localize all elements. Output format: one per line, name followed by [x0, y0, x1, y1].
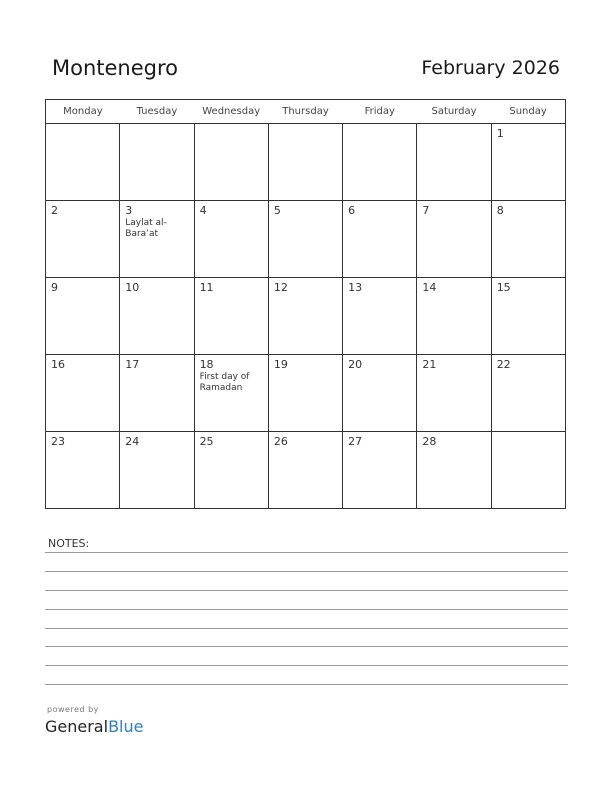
day-cell: [46, 432, 120, 509]
brand-logo: [45, 717, 143, 736]
notes-label: NOTES:: [48, 537, 90, 550]
week-row: [46, 124, 566, 201]
day-cell: [417, 355, 491, 432]
day-number: 8: [496, 204, 504, 217]
note-line: [45, 665, 568, 666]
week-row: [46, 278, 566, 355]
day-cell: [120, 355, 194, 432]
day-cell: [46, 124, 120, 201]
day-number: 28: [422, 435, 437, 448]
note-line: [45, 552, 568, 553]
day-cell: [194, 355, 268, 432]
day-cell: [194, 278, 268, 355]
day-cell: [120, 201, 194, 278]
day-cell: [46, 201, 120, 278]
day-number: 16: [51, 358, 65, 371]
week-row: [46, 355, 566, 432]
month-title: February 2026: [421, 57, 560, 79]
day-number: 15: [496, 281, 511, 294]
weekday-monday: Monday: [46, 100, 120, 124]
day-cell: [268, 278, 342, 355]
day-number: 20: [348, 358, 363, 371]
weekday-friday: Friday: [343, 100, 417, 124]
note-line: [45, 571, 568, 572]
day-cell: [120, 432, 194, 509]
day-number: 4: [199, 204, 207, 217]
day-number: 14: [422, 281, 437, 294]
day-number: 3: [125, 204, 133, 217]
day-number: 6: [348, 204, 356, 217]
day-number: 23: [51, 435, 65, 448]
week-row: [46, 432, 566, 509]
calendar-grid: [45, 99, 566, 509]
day-cell: [268, 201, 342, 278]
day-cell: [343, 278, 417, 355]
day-cell: [491, 124, 565, 201]
holiday-event: First day of Ramadan: [199, 372, 250, 393]
day-cell: [343, 355, 417, 432]
day-cell: [491, 278, 565, 355]
day-cell: [194, 124, 268, 201]
day-number: 12: [273, 281, 288, 294]
day-cell: [343, 432, 417, 509]
day-cell: [268, 432, 342, 509]
weekday-thursday: Thursday: [268, 100, 342, 124]
day-number: 26: [273, 435, 288, 448]
day-number: 7: [422, 204, 430, 217]
week-row: [46, 201, 566, 278]
day-number: 19: [273, 358, 288, 371]
day-number: 27: [348, 435, 363, 448]
day-cell: [194, 201, 268, 278]
day-cell: [491, 432, 565, 509]
day-cell: [491, 201, 565, 278]
day-number: 22: [496, 358, 511, 371]
day-cell: [417, 432, 491, 509]
day-cell: [120, 278, 194, 355]
day-number: 9: [51, 281, 58, 294]
day-cell: [268, 124, 342, 201]
weekday-saturday: Saturday: [417, 100, 491, 124]
day-number: 25: [199, 435, 214, 448]
weekday-tuesday: Tuesday: [120, 100, 194, 124]
country-title: Montenegro: [52, 56, 179, 80]
weekday-header-row: [46, 100, 566, 124]
day-cell: [417, 201, 491, 278]
day-cell: [417, 278, 491, 355]
brand-general: General: [45, 717, 109, 736]
note-line: [45, 646, 568, 647]
holiday-event: Laylat al-Bara’at: [125, 218, 167, 239]
powered-by-text: powered by: [47, 705, 99, 714]
day-cell: [268, 355, 342, 432]
note-line: [45, 684, 568, 685]
day-cell: [417, 124, 491, 201]
day-number: 17: [125, 358, 140, 371]
day-cell: [120, 124, 194, 201]
day-cell: [194, 432, 268, 509]
day-cell: [343, 124, 417, 201]
weekday-sunday: Sunday: [491, 100, 565, 124]
day-cell: [46, 278, 120, 355]
day-cell: [343, 201, 417, 278]
weekday-wednesday: Wednesday: [194, 100, 268, 124]
day-number: 1: [496, 127, 504, 140]
day-number: 24: [125, 435, 140, 448]
day-number: 13: [348, 281, 363, 294]
day-cell: [491, 355, 565, 432]
brand-blue: Blue: [108, 717, 144, 736]
day-number: 10: [125, 281, 140, 294]
day-number: 5: [273, 204, 281, 217]
day-number: 11: [199, 281, 214, 294]
note-line: [45, 590, 568, 591]
day-number: 2: [51, 204, 58, 217]
day-number: 21: [422, 358, 437, 371]
note-line: [45, 609, 568, 610]
note-line: [45, 628, 568, 629]
day-cell: [46, 355, 120, 432]
day-number: 18: [199, 358, 214, 371]
